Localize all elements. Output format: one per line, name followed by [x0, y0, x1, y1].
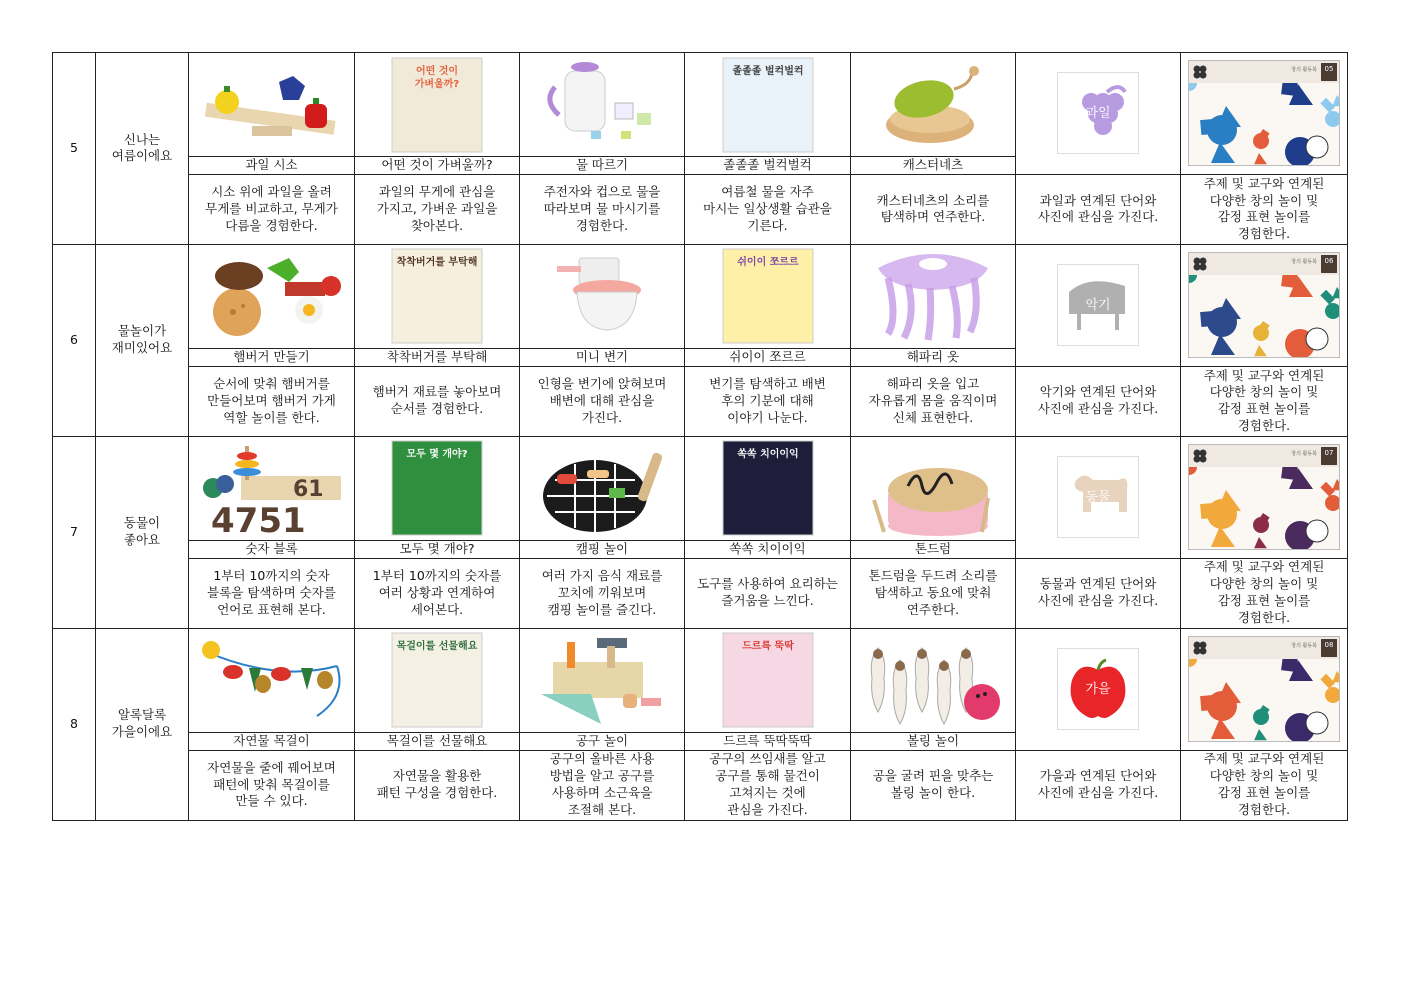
book-title: 창의 활동북	[1291, 67, 1317, 74]
activity-image-cell	[520, 628, 685, 732]
flower-logo-icon	[1193, 65, 1207, 79]
description-line: 주제 및 교구와 연계된	[1203, 751, 1325, 767]
theme-line: 가을이에요	[111, 724, 173, 740]
word-card-description	[1016, 174, 1181, 244]
activity-description	[189, 174, 355, 244]
activity-caption: 쉬이이 쪼르르	[685, 348, 851, 366]
activity-description	[685, 750, 851, 820]
book-illustration	[1189, 83, 1339, 165]
tone-drum-image	[851, 437, 1015, 540]
theme-line: 동물이	[123, 515, 161, 531]
description-line: 사진에 관심을 가진다.	[1037, 593, 1159, 609]
book-cover-image: 모두 몇 개야?	[355, 437, 519, 540]
word-card-cell	[1016, 628, 1181, 750]
activity-caption: 미니 변기	[520, 348, 685, 366]
activity-book-cover	[1188, 60, 1340, 166]
description-line: 다양한 창의 놀이 및	[1209, 192, 1319, 208]
theme-line: 좋아요	[123, 532, 161, 548]
description-line: 1부터 10까지의 숫자	[213, 567, 330, 583]
description-line: 즐거움을 느낀다.	[721, 593, 814, 609]
theme-title	[96, 244, 189, 436]
word-card-cell	[1016, 53, 1181, 175]
activity-book-cell	[1181, 53, 1348, 175]
activity-description	[520, 174, 685, 244]
activity-description	[520, 750, 685, 820]
description-line: 탐색하며 연주한다.	[880, 209, 986, 225]
bowling-set-image	[851, 629, 1015, 732]
word-card-image	[1057, 72, 1139, 154]
book-cover-image: 드르륵 뚝딱	[685, 629, 850, 732]
activity-caption: 숫자 블록	[189, 540, 355, 558]
activity-book-cell	[1181, 628, 1348, 750]
description-line: 감정 표현 놀이를	[1217, 209, 1311, 225]
description-line: 감정 표현 놀이를	[1217, 401, 1311, 417]
activity-image-cell	[355, 53, 520, 157]
theme-title	[96, 628, 189, 820]
word-card-image	[1057, 456, 1139, 538]
description-line: 역할 놀이를 한다.	[223, 409, 320, 425]
theme-line: 물놀이가	[117, 323, 167, 339]
word-card-label: 가을	[1085, 682, 1111, 698]
description-line: 주전자와 컵으로 물을	[543, 184, 661, 200]
activity-book-description	[1181, 558, 1348, 628]
activity-description	[851, 558, 1016, 628]
activity-caption: 톤드럼	[851, 540, 1016, 558]
description-line: 자유롭게 몸을 움직이며	[868, 392, 998, 408]
description-line: 따라보며 물 마시기를	[543, 200, 661, 216]
word-card-label: 악기	[1085, 298, 1111, 314]
word-card-description	[1016, 750, 1181, 820]
book-cover-image: 목걸이를 선물해요	[355, 629, 519, 732]
description-line: 조절해 본다.	[567, 801, 637, 817]
flower-logo-icon	[1193, 257, 1207, 271]
description-line: 마시는 일상생활 습관을	[703, 200, 832, 216]
theme-title	[96, 436, 189, 628]
book-illustration	[1189, 467, 1339, 549]
activity-description	[520, 558, 685, 628]
word-card-cell	[1016, 244, 1181, 366]
activity-book-cell	[1181, 436, 1348, 558]
activity-caption: 자연물 목걸이	[189, 732, 355, 750]
description-line: 배변에 대해 관심을	[549, 392, 655, 408]
activity-description	[189, 750, 355, 820]
book-number: 07	[1321, 447, 1337, 465]
description-line: 경험한다.	[1237, 801, 1291, 817]
description-line: 만들 수 있다.	[235, 793, 308, 809]
activity-caption: 햄버거 만들기	[189, 348, 355, 366]
description-line: 후의 기분에 대해	[721, 392, 814, 408]
description-line: 만들어보며 햄버거 가게	[207, 392, 336, 408]
word-card-label: 동물	[1085, 490, 1111, 506]
svg-text:61: 61	[292, 477, 324, 503]
camping-grill-image	[520, 437, 684, 540]
activity-image-cell	[851, 244, 1016, 348]
description-line: 꼬치에 끼워보며	[557, 584, 647, 600]
description-line: 1부터 10까지의 숫자를	[372, 567, 502, 583]
description-line: 블록을 탐색하며 숫자를	[207, 584, 336, 600]
description-line: 다양한 창의 놀이 및	[1209, 576, 1319, 592]
activity-image-cell	[355, 628, 520, 732]
description-line: 과일의 무게에 관심을	[378, 184, 496, 200]
description-line: 공을 굴려 핀을 맞추는	[872, 768, 994, 784]
word-card-description	[1016, 366, 1181, 436]
word-card-image	[1057, 264, 1139, 346]
description-line: 여름철 물을 자주	[721, 184, 814, 200]
description-line: 패턴에 맞춰 목걸이를	[213, 776, 330, 792]
theme-line: 알록달록	[117, 707, 167, 723]
description-line: 여러 가지 음식 재료를	[541, 567, 663, 583]
description-line: 시소 위에 과일을 올려	[211, 184, 332, 200]
description-line: 캐스터네츠의 소리를	[876, 192, 990, 208]
activity-description	[520, 366, 685, 436]
description-line: 여러 상황과 연계하여	[378, 584, 496, 600]
activity-book-description	[1181, 366, 1348, 436]
description-line: 찾아본다.	[410, 217, 464, 233]
description-line: 경험한다.	[1237, 610, 1291, 625]
activity-caption: 드르륵 뚝딱뚝딱	[685, 732, 851, 750]
description-line: 신체 표현한다.	[892, 409, 974, 425]
description-line: 패턴 구성을 경험한다.	[376, 785, 498, 800]
theme-line: 신나는	[123, 131, 161, 147]
description-line: 사진에 관심을 가진다.	[1037, 209, 1159, 225]
activity-image-cell	[685, 244, 851, 348]
description-line: 동물과 연계된 단어와	[1039, 576, 1157, 592]
activity-image-cell	[685, 53, 851, 157]
activity-description	[685, 366, 851, 436]
activity-caption: 착착버거를 부탁해	[355, 348, 520, 366]
description-line: 주제 및 교구와 연계된	[1203, 367, 1325, 383]
activity-description	[355, 558, 520, 628]
activity-caption: 목걸이를 선물해요	[355, 732, 520, 750]
description-line: 감정 표현 놀이를	[1217, 593, 1311, 609]
description-line: 다양한 창의 놀이 및	[1209, 384, 1319, 400]
description-line: 톤드럼을 두드려 소리를	[868, 567, 998, 583]
activity-image-cell	[851, 53, 1016, 157]
word-card-image	[1057, 648, 1139, 730]
book-cover-image: 졸졸졸 벌컥벌컥	[685, 53, 850, 156]
description-line: 햄버거 재료를 놓아보며	[372, 384, 502, 400]
activity-image-cell	[851, 436, 1016, 540]
description-line: 공구를 통해 물건이	[715, 768, 820, 784]
activity-description	[851, 750, 1016, 820]
description-line: 과일과 연계된 단어와	[1039, 192, 1157, 208]
toy-tools-image	[520, 629, 684, 732]
week-number: 8	[53, 628, 96, 820]
activity-image-cell	[355, 244, 520, 348]
activity-description	[189, 366, 355, 436]
description-line: 순서에 맞춰 햄버거를	[213, 375, 330, 391]
book-illustration	[1189, 659, 1339, 741]
description-line: 사진에 관심을 가진다.	[1037, 401, 1159, 417]
number-blocks-image	[189, 437, 354, 540]
description-line: 악기와 연계된 단어와	[1039, 384, 1157, 400]
description-line: 경험한다.	[1237, 226, 1291, 242]
book-cover-image: 쉬이이 쪼르르	[685, 245, 850, 348]
description-line: 무게를 비교하고, 무게가	[205, 200, 338, 216]
activity-image-cell	[189, 53, 355, 157]
toy-burger-image	[189, 245, 354, 348]
activity-caption: 쏙쏙 치이이익	[685, 540, 851, 558]
activity-description	[355, 750, 520, 820]
activity-caption: 어떤 것이 가벼울까?	[355, 157, 520, 175]
activity-description	[685, 174, 851, 244]
description-line: 다름을 경험한다.	[225, 217, 318, 233]
activity-book-cover	[1188, 636, 1340, 742]
week-number: 7	[53, 436, 96, 628]
theme-line: 여름이에요	[111, 148, 173, 164]
activity-image-cell	[520, 244, 685, 348]
activity-book-description	[1181, 174, 1348, 244]
jellyfish-costume-image	[851, 245, 1015, 348]
nature-necklace-image	[189, 629, 354, 732]
activity-image-cell	[851, 628, 1016, 732]
description-line: 이야기 나눈다.	[727, 409, 808, 425]
description-line: 자연물을 줄에 꿰어보며	[207, 759, 336, 775]
description-line: 공구의 쓰임새를 알고	[709, 751, 826, 767]
description-line: 도구를 사용하여 요리하는	[697, 576, 838, 592]
activity-caption: 졸졸졸 벌컥벌컥	[685, 157, 851, 175]
description-line: 공구의 올바른 사용	[549, 751, 655, 767]
activity-caption: 캠핑 놀이	[520, 540, 685, 558]
activity-image-cell	[520, 53, 685, 157]
activity-caption: 볼링 놀이	[851, 732, 1016, 750]
activity-description	[189, 558, 355, 628]
book-title: 창의 활동북	[1291, 451, 1317, 458]
description-line: 변기를 탐색하고 배변	[709, 375, 826, 391]
week-number: 5	[53, 53, 96, 245]
description-line: 다양한 창의 놀이 및	[1209, 768, 1319, 784]
description-line: 경험한다.	[1237, 418, 1291, 434]
book-number: 05	[1321, 63, 1337, 81]
activity-image-cell	[520, 436, 685, 540]
activity-description	[355, 366, 520, 436]
description-line: 주제 및 교구와 연계된	[1203, 175, 1325, 191]
description-line: 관심을 가진다.	[727, 801, 808, 817]
activity-caption: 공구 놀이	[520, 732, 685, 750]
description-line: 순서를 경험한다.	[390, 401, 484, 417]
description-line: 기른다.	[747, 217, 788, 233]
description-line: 가을과 연계된 단어와	[1039, 768, 1157, 784]
description-line: 주제 및 교구와 연계된	[1203, 559, 1325, 575]
description-line: 캠핑 놀이를 즐긴다.	[547, 601, 657, 617]
description-line: 볼링 놀이 한다.	[890, 785, 976, 800]
word-card-label: 과일	[1085, 106, 1111, 122]
description-line: 해파리 옷을 입고	[886, 375, 980, 391]
description-line: 가진다.	[581, 409, 623, 425]
book-cover-image: 어떤 것이 가벼울까?	[355, 53, 519, 156]
activity-image-cell	[685, 436, 851, 540]
description-line: 탐색하고 동요에 맞춰	[874, 584, 992, 600]
description-line: 방법을 알고 공구를	[549, 768, 655, 784]
activity-description	[355, 174, 520, 244]
svg-text:4751: 4751	[210, 501, 306, 537]
activity-caption: 과일 시소	[189, 157, 355, 175]
activity-image-cell	[189, 244, 355, 348]
water-pitcher-image	[520, 53, 684, 156]
activity-caption: 해파리 옷	[851, 348, 1016, 366]
description-line: 자연물을 활용한	[392, 768, 482, 784]
description-line: 사진에 관심을 가진다.	[1037, 785, 1159, 800]
description-line: 고쳐지는 것에	[729, 785, 806, 800]
activity-book-cover	[1188, 252, 1340, 358]
activity-image-cell	[189, 628, 355, 732]
theme-title	[96, 53, 189, 245]
activity-caption: 모두 몇 개야?	[355, 540, 520, 558]
activity-book-description	[1181, 750, 1348, 820]
theme-line: 재미있어요	[111, 340, 173, 356]
description-line: 감정 표현 놀이를	[1217, 785, 1311, 800]
activity-description	[851, 366, 1016, 436]
curriculum-table	[52, 52, 1348, 821]
activity-image-cell	[685, 628, 851, 732]
book-cover-image: 쏙쏙 치이이익	[685, 437, 850, 540]
mini-toilet-image	[520, 245, 684, 348]
flower-logo-icon	[1193, 641, 1207, 655]
activity-caption: 물 따르기	[520, 157, 685, 175]
book-title: 창의 활동북	[1291, 643, 1317, 650]
activity-caption: 캐스터네츠	[851, 157, 1016, 175]
word-card-cell	[1016, 436, 1181, 558]
description-line: 가지고, 가벼운 과일을	[376, 200, 498, 216]
activity-image-cell	[355, 436, 520, 540]
activity-book-cell	[1181, 244, 1348, 366]
flower-logo-icon	[1193, 449, 1207, 463]
activity-book-cover	[1188, 444, 1340, 550]
description-line: 언어로 표현해 본다.	[217, 601, 326, 617]
description-line: 경험한다.	[575, 217, 629, 233]
description-line: 인형을 변기에 앉혀보며	[537, 375, 667, 391]
book-illustration	[1189, 275, 1339, 357]
castanets-image	[851, 53, 1015, 156]
fruit-seesaw-image	[189, 53, 354, 156]
word-card-description	[1016, 558, 1181, 628]
week-number: 6	[53, 244, 96, 436]
activity-image-cell	[189, 436, 355, 540]
book-number: 08	[1321, 639, 1337, 657]
description-line: 사용하며 소근육을	[551, 785, 653, 800]
description-line: 세어본다.	[410, 601, 464, 617]
description-line: 연주한다.	[906, 601, 960, 617]
activity-description	[685, 558, 851, 628]
activity-description	[851, 174, 1016, 244]
book-cover-image: 착착버거를 부탁해	[355, 245, 519, 348]
book-title: 창의 활동북	[1291, 259, 1317, 266]
book-number: 06	[1321, 255, 1337, 273]
